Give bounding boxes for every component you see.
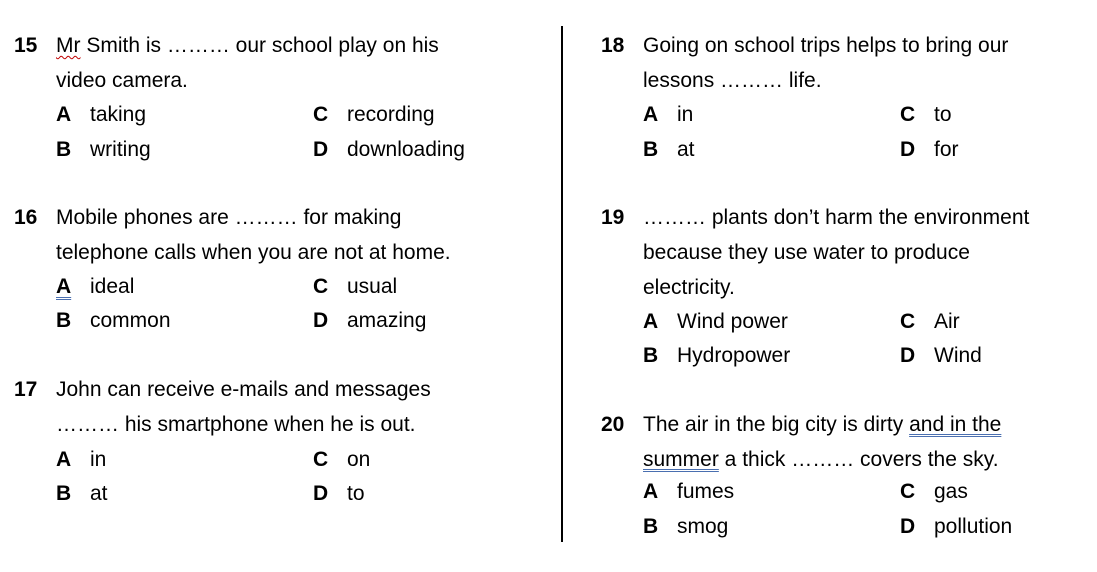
option-letter: D: [900, 344, 916, 367]
stem-line: ……… his smartphone when he is out.: [56, 413, 416, 436]
option-c: [313, 98, 435, 132]
option-text: Hydropower: [677, 344, 791, 367]
option-letter: C: [900, 480, 916, 503]
option-letter: A: [643, 310, 659, 333]
option-text: amazing: [347, 309, 427, 332]
option-b: [56, 304, 171, 338]
stem-line: electricity.: [643, 276, 735, 299]
stem-line: Mobile phones are ……… for making: [56, 206, 402, 229]
stem-line: [56, 28, 439, 63]
option-text: to: [347, 482, 365, 505]
option-text: usual: [347, 275, 398, 298]
option-letter: C: [313, 275, 329, 298]
option-a: [643, 305, 788, 339]
option-text: writing: [90, 138, 151, 161]
option-d: [900, 339, 982, 373]
option-b: [56, 133, 151, 167]
option-text: smog: [677, 515, 729, 538]
option-text: at: [90, 482, 108, 505]
question-stem: [643, 200, 1029, 305]
option-b: [643, 133, 695, 167]
stem-text: Smith is ……… our school play on his: [80, 34, 439, 57]
option-letter: D: [313, 138, 329, 161]
option-text: Wind power: [677, 310, 788, 333]
option-letter: B: [643, 138, 659, 161]
stem-line: video camera.: [56, 69, 188, 92]
option-text: at: [677, 138, 695, 161]
option-letter: B: [56, 482, 72, 505]
option-letter: B: [56, 138, 72, 161]
option-text: fumes: [677, 480, 735, 503]
question-stem: [56, 28, 439, 98]
option-letter: D: [313, 482, 329, 505]
question-stem: [56, 372, 431, 442]
option-a: [643, 475, 734, 509]
stem-line: [643, 407, 1001, 442]
option-letter: A: [643, 103, 659, 126]
option-letter: C: [313, 448, 329, 471]
option-letter: D: [900, 138, 916, 161]
option-text: downloading: [347, 138, 465, 161]
option-d: [313, 477, 365, 511]
stem-text: The air in the big city is dirty: [643, 413, 910, 436]
question-number: 15: [14, 34, 38, 57]
question-number: 16: [14, 206, 38, 229]
option-text: for: [934, 138, 959, 161]
option-a: [56, 270, 134, 304]
stem-line: telephone calls when you are not at home.: [56, 241, 451, 264]
option-letter: A: [56, 448, 72, 471]
option-letter: A: [56, 275, 72, 298]
question-number: 17: [14, 378, 38, 401]
option-text: Air: [934, 310, 960, 333]
question-number: 18: [601, 34, 625, 57]
spelling-flagged-word: Mr: [56, 34, 81, 57]
option-d: [900, 133, 959, 167]
option-d: [313, 304, 426, 338]
option-c: [900, 305, 960, 339]
option-c: [900, 475, 968, 509]
option-b: [643, 510, 728, 544]
stem-line: John can receive e-mails and messages: [56, 378, 431, 401]
option-c: [313, 270, 397, 304]
option-text: recording: [347, 103, 435, 126]
option-text: on: [347, 448, 371, 471]
stem-line: [643, 442, 1001, 477]
option-letter: A: [56, 103, 72, 126]
option-a: [56, 98, 146, 132]
question-number: 20: [601, 413, 625, 436]
option-d: [313, 133, 465, 167]
option-letter: A: [643, 480, 659, 503]
grammar-flagged-text: and in the: [909, 413, 1002, 436]
option-text: Wind: [934, 344, 982, 367]
option-c: [900, 98, 952, 132]
option-d: [900, 510, 1012, 544]
option-text: pollution: [934, 515, 1013, 538]
option-letter: C: [900, 310, 916, 333]
option-a: [643, 98, 693, 132]
option-letter: B: [643, 515, 659, 538]
option-text: taking: [90, 103, 147, 126]
option-text: in: [677, 103, 694, 126]
stem-line: lessons ……… life.: [643, 69, 822, 92]
option-a: [56, 443, 106, 477]
column-divider: [561, 26, 563, 542]
option-text: in: [90, 448, 107, 471]
stem-line: because they use water to produce: [643, 241, 970, 264]
stem-line: Going on school trips helps to bring our: [643, 34, 1009, 57]
option-text: to: [934, 103, 952, 126]
option-letter: D: [900, 515, 916, 538]
stem-line: ……… plants don’t harm the environment: [643, 206, 1030, 229]
stem-text: a thick ……… covers the sky.: [718, 448, 999, 471]
question-stem: [643, 407, 1001, 477]
question-stem: [56, 200, 451, 270]
grammar-flagged-text: summer: [643, 448, 719, 471]
option-b: [643, 339, 790, 373]
question-number: 19: [601, 206, 625, 229]
question-stem: [643, 28, 1008, 98]
option-text: ideal: [90, 275, 135, 298]
option-letter: B: [56, 309, 72, 332]
option-text: gas: [934, 480, 968, 503]
option-c: [313, 443, 370, 477]
option-b: [56, 477, 108, 511]
option-letter: C: [900, 103, 916, 126]
option-text: common: [90, 309, 171, 332]
option-letter: D: [313, 309, 329, 332]
option-letter: B: [643, 344, 659, 367]
option-letter: C: [313, 103, 329, 126]
